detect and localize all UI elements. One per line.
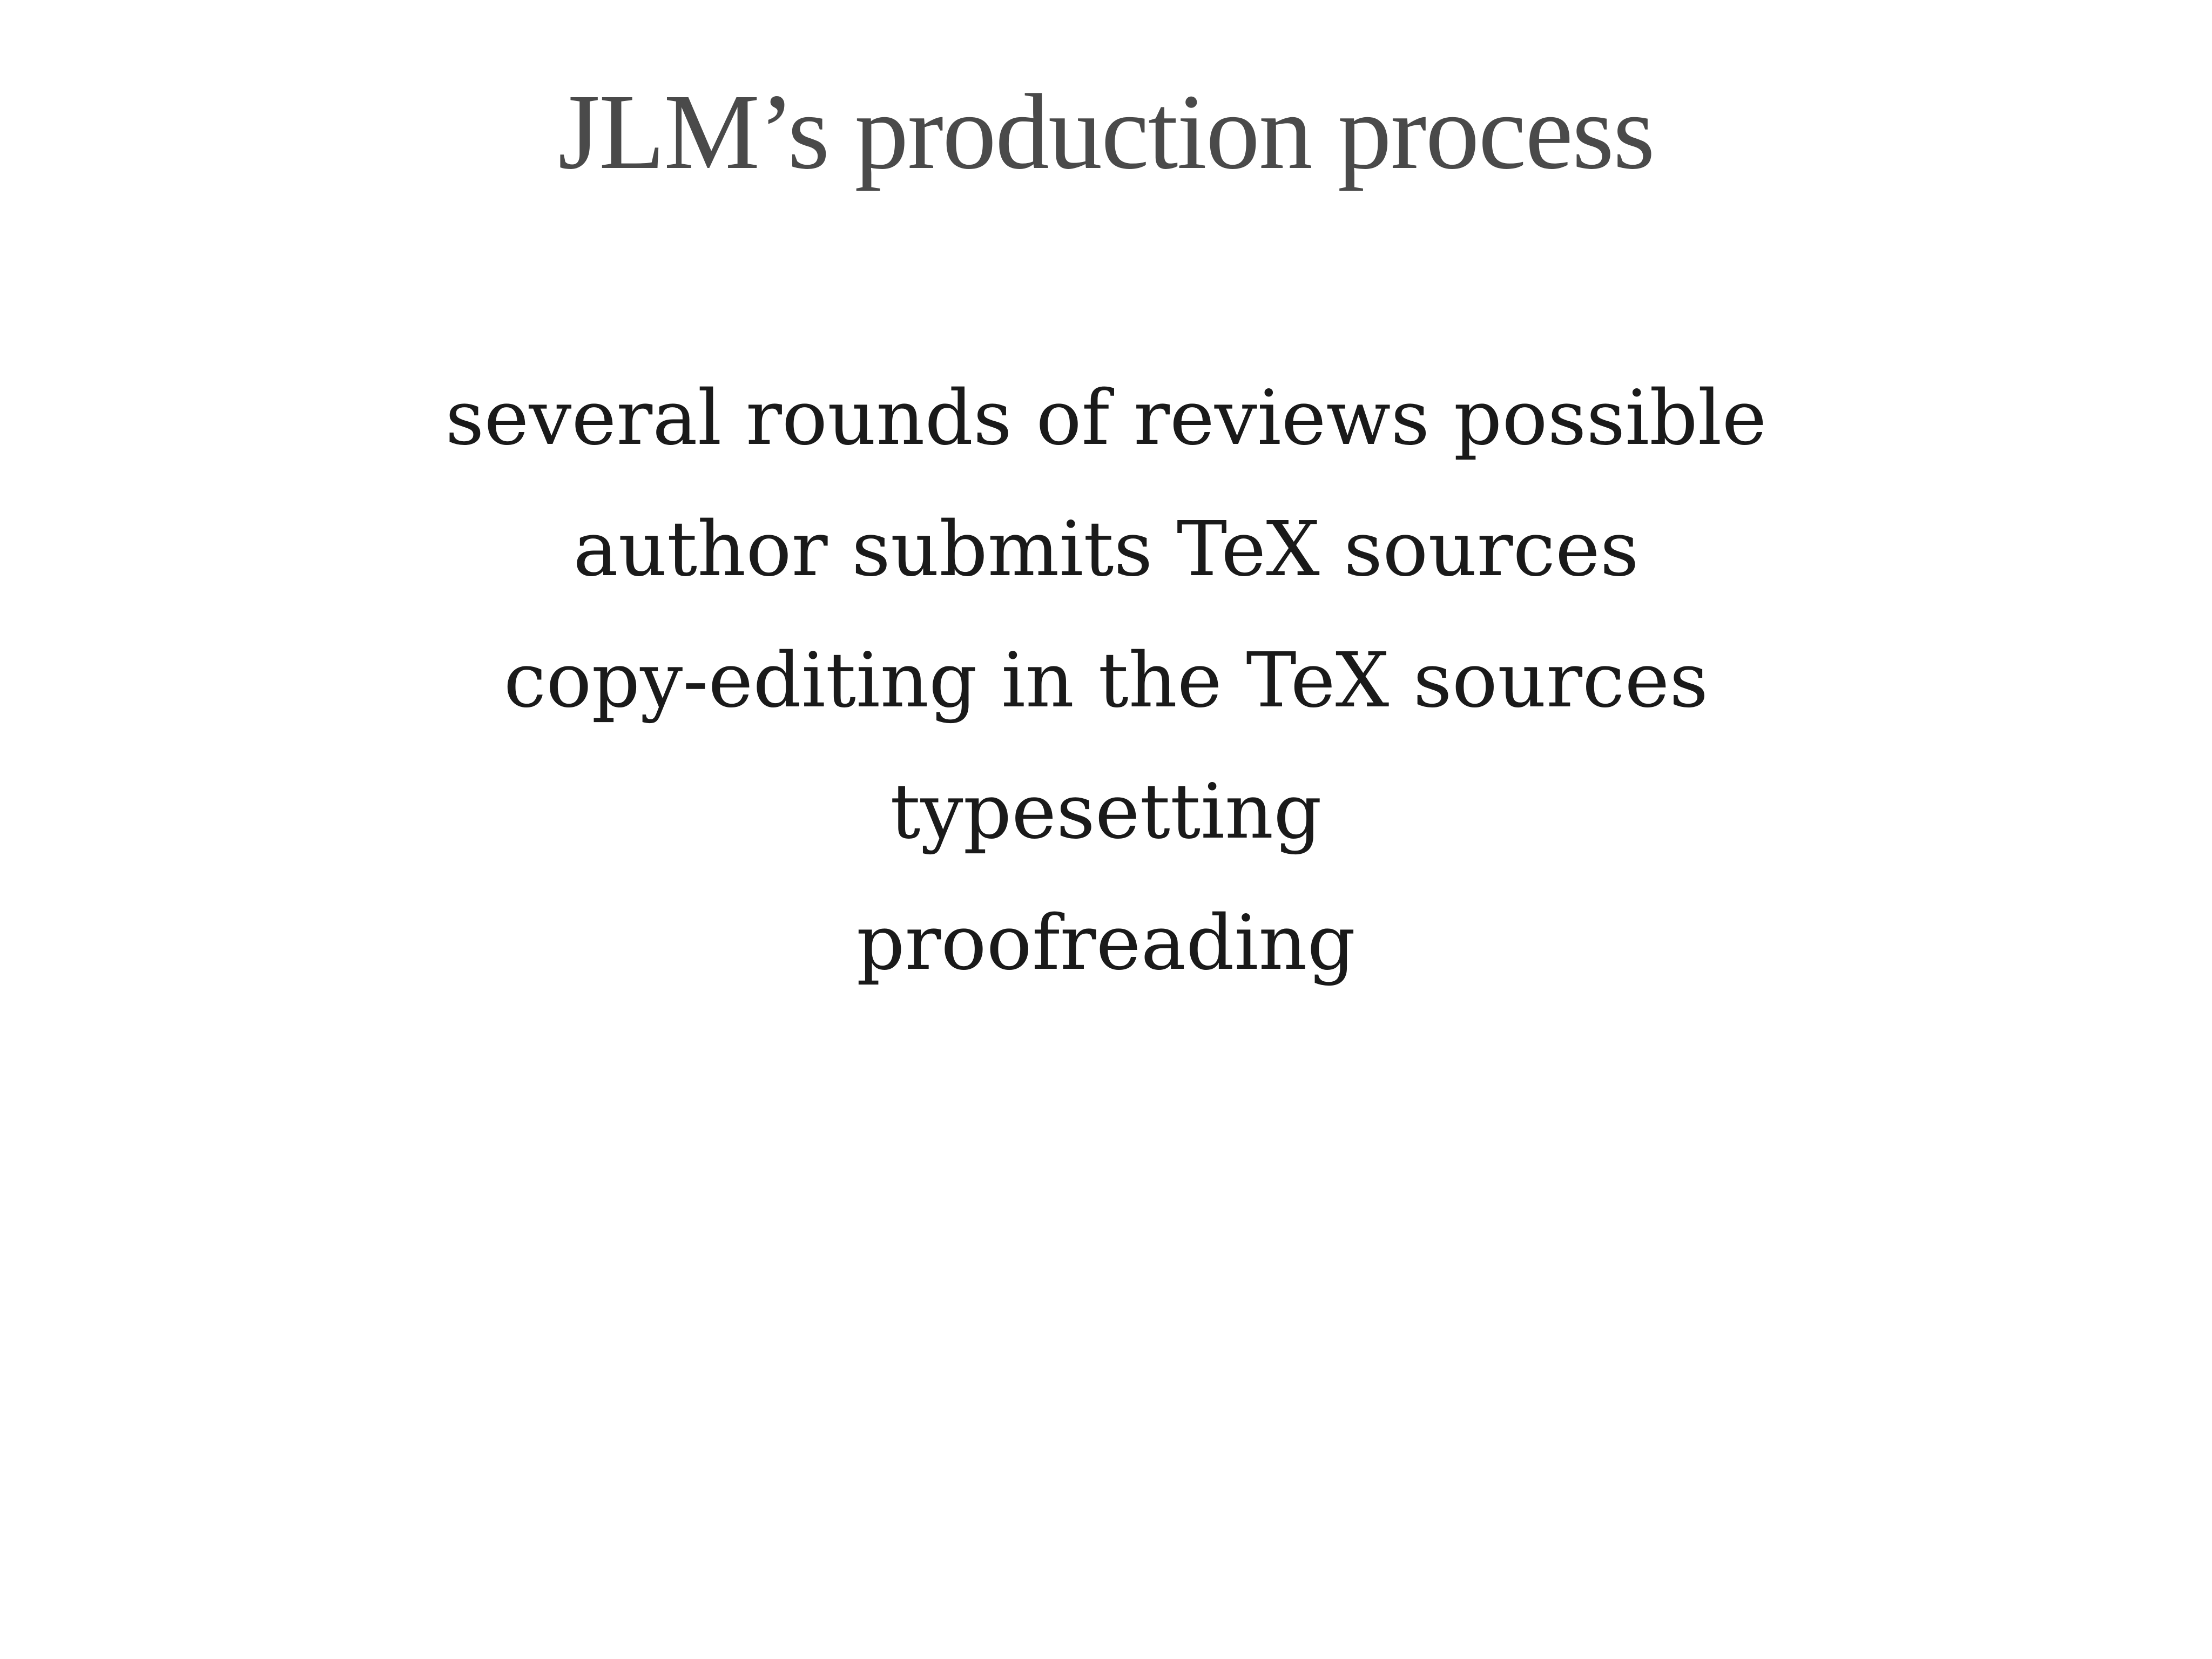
process-step-list [0, 373, 2212, 1029]
slide-title: JLM’s production process [558, 72, 1654, 192]
step-typesetting: typesetting [890, 768, 1322, 856]
step-copy-editing: copy-editing in the TeX sources [503, 637, 1709, 725]
step-author-submits: author submits TeX sources [573, 505, 1639, 594]
step-proofreading: proofreading [856, 899, 1356, 987]
step-reviews: several rounds of reviews possible [445, 374, 1767, 462]
